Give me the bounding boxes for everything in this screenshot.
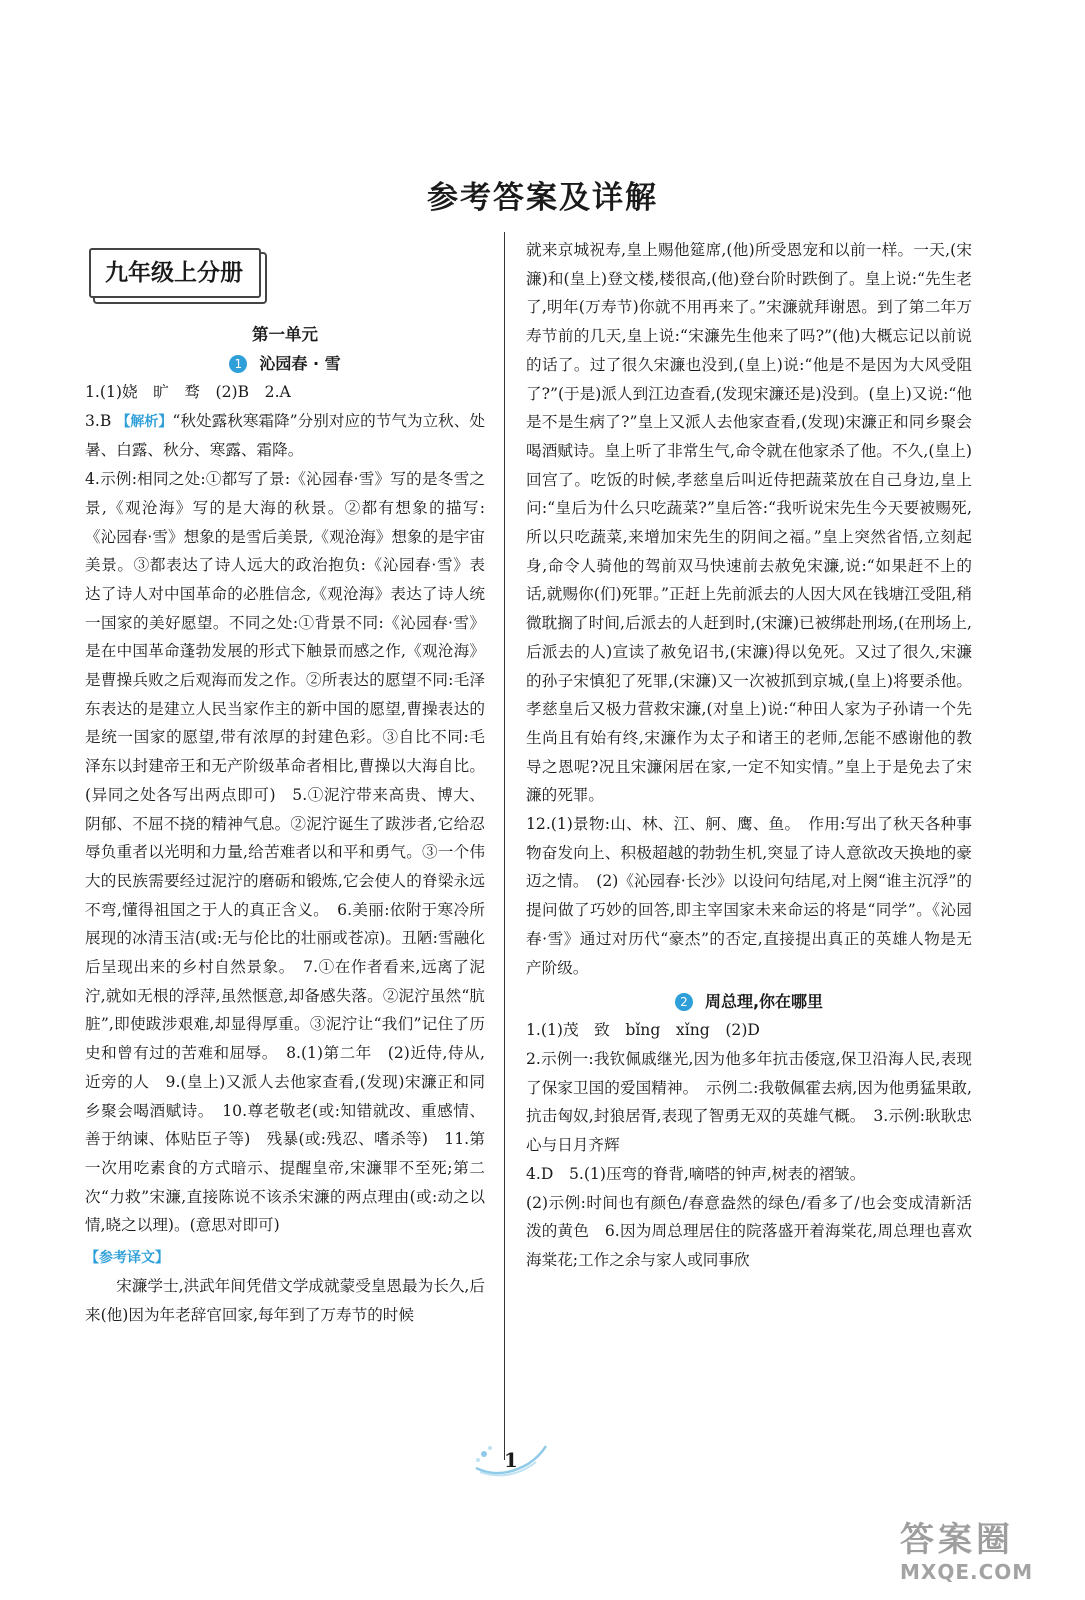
watermark-url: MXQE.COM bbox=[900, 1560, 1034, 1584]
reference-translation-label: 【参考译文】 bbox=[85, 1250, 169, 1267]
answer-3-choice: 3.B bbox=[85, 411, 112, 430]
lesson-number-badge: 2 bbox=[675, 993, 693, 1011]
lesson2-answer-4-5: 4.D 5.(1)压弯的脊背,嘀嗒的钟声,树表的褶皱。 bbox=[526, 1164, 866, 1183]
watermark-logo: 答案圈 bbox=[900, 1520, 1014, 1560]
answer-3 bbox=[85, 407, 485, 465]
lesson2-answer-5-6: (2)示例:时间也有颜色/春意盎然的绿色/看多了/也会变成清新活泼的黄色 6.因为周总理居住的院落盛开着海棠花,周总理也喜欢海棠花;工作之余与家人或同事欣 bbox=[526, 1193, 972, 1269]
column-divider bbox=[504, 232, 505, 1460]
lesson-heading-2 bbox=[526, 988, 972, 1016]
translation-right: 就来京城祝寿,皇上赐他筵席,(他)所受恩宠和以前一样。一天,(宋濂)和(皇上)登文楼,楼很高,(他)登台阶时跌倒了。皇上说:“先生老了,明年(万寿节)你就不用再来了。”宋濂就拜谢恩。到了第二年万寿节前的几天,皇上说:“宋濂先生他来了吗?”(他)大概忘记以前说的话了。过了很久宋濂也没到,(皇上)说:“他是不是因为大风受阻了?”(于是)派人到江边查看,(发现宋濂还是)没到。(皇上)又说:“他是不是生病了?”皇上又派人去他家查看,(发现)宋濂正和同乡聚会喝酒赋诗。皇上听了非常生气,命令就在他家杀了他。不久,(皇上)回宫了。吃饭的时候,孝慈皇后叫近侍把蔬菜放在自己身边,皇上问:“皇后为什么只吃蔬菜?”皇后答:“我听说宋先生今天要被赐死,所以只吃蔬菜,来增加宋先生的阴间之福。”皇上突然省悟,立刻起身,命令人骑他的驾前双马快速前去赦免宋濂,说:“如果赶不上的话,就赐你(们)死罪。”正赶上先前派去的人因大风在钱塘江受阻,稍微耽搁了时间,后派去的人赶到时,(宋濂)已被绑赴刑场,(在刑场上,后派去的人)宣读了赦免诏书,(宋濂)得以免死。又过了很久,宋濂的孙子宋慎犯了死罪,(宋濂)又一次被抓到京城,(皇上)将要杀他。孝慈皇后又极力营救宋濂,(对皇上)说:“种田人家为子孙请一个先生尚且有始有终,宋濂作为太子和诸王的老师,怎能不感谢他的教导之恩呢?况且宋濂闲居在家,一定不知实情。”皇上于是免去了宋濂的死罪。 bbox=[526, 241, 972, 805]
volume-heading: 九年级上分册 bbox=[89, 248, 261, 298]
answer-4-11: 4.示例:相同之处:①都写了景:《沁园春·雪》写的是冬雪之景,《观沧海》写的是大海的秋景。②都有想象的描写:《沁园春·雪》想象的是雪后美景,《观沧海》想象的是宇宙美景。③都表达了诗人远大的政治抱负:《沁园春·雪》表达了诗人对中国革命的必胜信念,《观沧海》表达了诗人统一国家的美好愿望。不同之处:①背景不同:《沁园春·雪》是在中国革命蓬勃发展的形式下触景而感之作,《观沧海》是曹操兵败之后观海而发之作。②所表达的愿望不同:毛泽东表达的是建立人民当家作主的新中国的愿望,曹操表达的是统一国家的愿望,带有浓厚的封建色彩。③自比不同:毛泽东以封建帝王和无产阶级革命者相比,曹操以大海自比。(异同之处各写出两点即可) 5.①泥泞带来高贵、博大、阴郁、不屈不挠的精神气息。②泥泞诞生了跋涉者,它给忍辱负重者以光明和力量,给苦难者以和平和勇气。③一个伟大的民族需要经过泥泞的磨砺和锻炼,它会使人的脊梁永远不弯,懂得祖国之于人的真正含义。 6.美丽:依附于寒冷所展现的冰清玉洁(或:无与伦比的壮丽或苍凉)。丑陋:雪融化后呈现出来的乡村自然景象。 7.①在作者看来,远离了泥泞,就如无根的浮萍,虽然惬意,却备感失落。②泥泞虽然“肮脏”,即使跋涉艰难,却显得厚重。③泥泞让“我们”记住了历史和曾有过的苦难和屈辱。 8.(1)第二年 (2)近侍,侍从,近旁的人 9.(皇上)又派人去他家查看,(发现)宋濂正和同乡聚会喝酒赋诗。 10.尊老敬老(或:知错就改、重感情、善于纳谏、体贴臣子等) 残暴(或:残忍、嗜杀等) 11.第一次用吃素食的方式暗示、提醒皇帝,宋濂罪不至死;第二次“力救”宋濂,直接陈说不该杀宋濂的两点理由(或:动之以情,晓之以理)。(意思对即可) bbox=[85, 470, 485, 1235]
lesson-number-badge: 1 bbox=[229, 355, 247, 373]
lesson2-answer-2-3: 2.示例一:我钦佩戚继光,因为他多年抗击倭寇,保卫沿海人民,表现了保家卫国的爱国精神。 示例二:我敬佩霍去病,因为他勇猛果敢,抗击匈奴,封狼居胥,表现了智勇无双的英雄气概。 3.示例:耿耿忠心与日月齐辉 bbox=[526, 1049, 972, 1155]
left-column bbox=[85, 248, 485, 1330]
answer-1-2: 1.(1)娆 旷 骛 (2)B 2.A bbox=[85, 383, 291, 401]
answer-12: 12.(1)景物:山、林、江、舸、鹰、鱼。 作用:写出了秋天各种事物奋发向上、积极超越的勃勃生机,突显了诗人意欲改天换地的豪迈之情。 (2)《沁园春·长沙》以设问句结尾,对上阕“谁主沉浮”的提问做了巧妙的回答,即主宰国家未来命运的将是“同学”。《沁园春·雪》通过对历代“豪杰”的否定,直接提出真正的英雄人物是无产阶级。 bbox=[526, 815, 972, 977]
unit-title: 第一单元 bbox=[252, 325, 318, 344]
lesson-title: 周总理,你在哪里 bbox=[704, 992, 824, 1012]
lesson-title: 沁园春 · 雪 bbox=[259, 354, 341, 373]
lesson2-answer-1: 1.(1)茂 致 bǐng xǐng (2)D bbox=[526, 1021, 760, 1040]
page-title: 参考答案及详解 bbox=[427, 180, 658, 216]
right-column bbox=[526, 236, 972, 1275]
site-watermark bbox=[900, 1520, 1070, 1590]
lesson-heading-1 bbox=[85, 350, 485, 378]
analysis-label: 【解析】 bbox=[116, 413, 173, 430]
translation-left: 宋濂学士,洪武年间凭借文学成就蒙受皇恩最为长久,后来(他)因为年老辞官回家,每年到了万寿节的时候 bbox=[85, 1277, 485, 1324]
page-number: 1 bbox=[504, 1448, 518, 1472]
analysis-text: “秋处露秋寒霜降”分别对应的节气为立秋、处暑、白露、秋分、寒露、霜降。 bbox=[85, 411, 485, 460]
